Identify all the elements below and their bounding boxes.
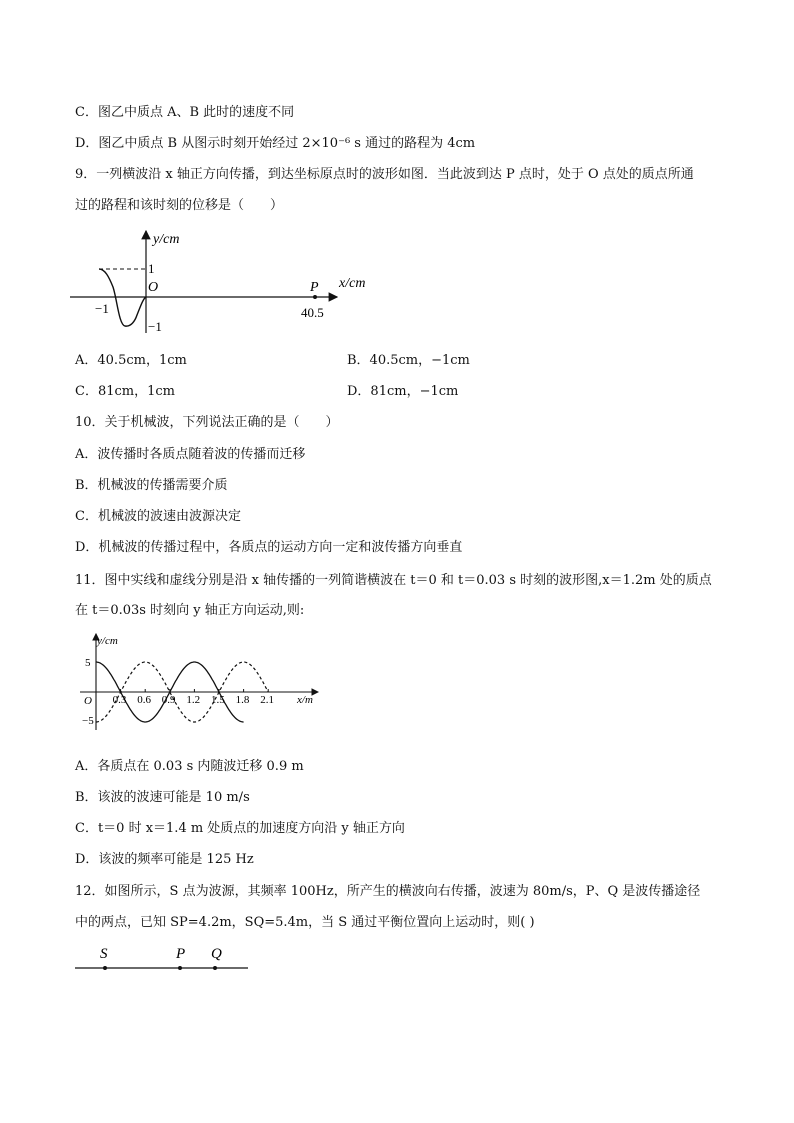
q8-option-d: D．图乙中质点 B 从图示时刻开始经过 2×10⁻⁶ s 通过的路程为 4cm (75, 136, 476, 151)
q9-x-negative-tick: −1 (95, 301, 109, 316)
q11-option-b: B．该波的波速可能是 10 m/s (75, 790, 250, 805)
q12-point-s (103, 966, 107, 970)
q9-origin-label: O (148, 280, 159, 295)
q9-x-label: x/cm (339, 276, 366, 291)
q10-option-a: A．波传播时各质点随着波的传播而迁移 (75, 447, 306, 462)
q12-point-p (178, 966, 182, 970)
q9-stem-line2: 过的路程和该时刻的位移是（ ） (75, 198, 284, 213)
q11-x-tick-label: 1.8 (235, 694, 250, 706)
q11-stem-line2: 在 t＝0.03s 时刻向 y 轴正方向运动,则: (75, 603, 305, 618)
q12-figure (70, 940, 255, 978)
q9-stem-line1: 9．一列横波沿 x 轴正方向传播，到达坐标原点时的波形如图．当此波到达 P 点时，处于 O 点处的质点所通 (75, 167, 694, 182)
q10-stem: 10．关于机械波，下列说法正确的是（ ） (75, 415, 339, 430)
q11-y-negative-tick: −5 (82, 715, 94, 727)
q11-x-tick-label: 0.6 (137, 694, 151, 706)
q9-option-c: C．81cm，1cm (75, 384, 175, 399)
q12-stem-line2: 中的两点，已知 SP=4.2m，SQ=5.4m，当 S 通过平衡位置向上运动时，则( ) (75, 915, 535, 930)
q11-x-tick-label: 1.2 (186, 694, 201, 706)
q10-option-d: D．机械波的传播过程中，各质点的运动方向一定和波传播方向垂直 (75, 540, 463, 555)
q9-point-p (313, 295, 317, 299)
q11-x-tick-label: 2.1 (260, 694, 274, 706)
q9-y-positive-tick: 1 (148, 261, 155, 276)
q10-option-c: C．机械波的波速由波源决定 (75, 509, 241, 524)
q9-option-a: A．40.5cm，1cm (75, 353, 187, 368)
q12-label-q: Q (211, 946, 222, 962)
q11-x-tick-label: 1.5 (211, 694, 225, 706)
q11-x-tick-label: 0.9 (161, 694, 176, 706)
q9-p-value: 40.5 (301, 305, 324, 320)
q9-y-label: y/cm (153, 232, 180, 247)
q11-option-c: C．t＝0 时 x＝1.4 m 处质点的加速度方向沿 y 轴正方向 (75, 821, 405, 836)
q11-stem-line1: 11．图中实线和虚线分别是沿 x 轴传播的一列简谐横波在 t＝0 和 t＝0.03 s 时刻的波形图,x＝1.2m 处的质点 (75, 573, 712, 588)
q12-label-p: P (176, 946, 186, 962)
q9-option-b: B．40.5cm，−1cm (347, 353, 470, 368)
q12-stem-line1: 12．如图所示，S 点为波源，其频率 100Hz，所产生的横波向右传播，波速为 80m/s，P、Q 是波传播途径 (75, 884, 701, 899)
q12-label-s: S (100, 946, 108, 962)
q9-wave-figure (65, 225, 395, 340)
q12-point-q (213, 966, 217, 970)
q9-p-label: P (310, 280, 319, 295)
q8-option-c: C．图乙中质点 A、B 此时的速度不同 (75, 105, 295, 120)
q9-y-negative-tick: −1 (148, 319, 162, 334)
q9-option-d: D．81cm，−1cm (347, 384, 459, 399)
q11-wave-figure (75, 630, 325, 735)
q10-option-b: B．机械波的传播需要介质 (75, 478, 228, 493)
q11-x-tick-label: 0.3 (112, 694, 127, 706)
q11-y-positive-tick: 5 (85, 657, 91, 669)
q11-option-a: A．各质点在 0.03 s 内随波迁移 0.9 m (75, 759, 304, 774)
q11-x-label: x/m (297, 694, 313, 706)
q11-option-d: D．该波的频率可能是 125 Hz (75, 852, 254, 867)
q11-y-label: y/cm (97, 635, 118, 647)
q11-origin-label: O (84, 695, 92, 707)
